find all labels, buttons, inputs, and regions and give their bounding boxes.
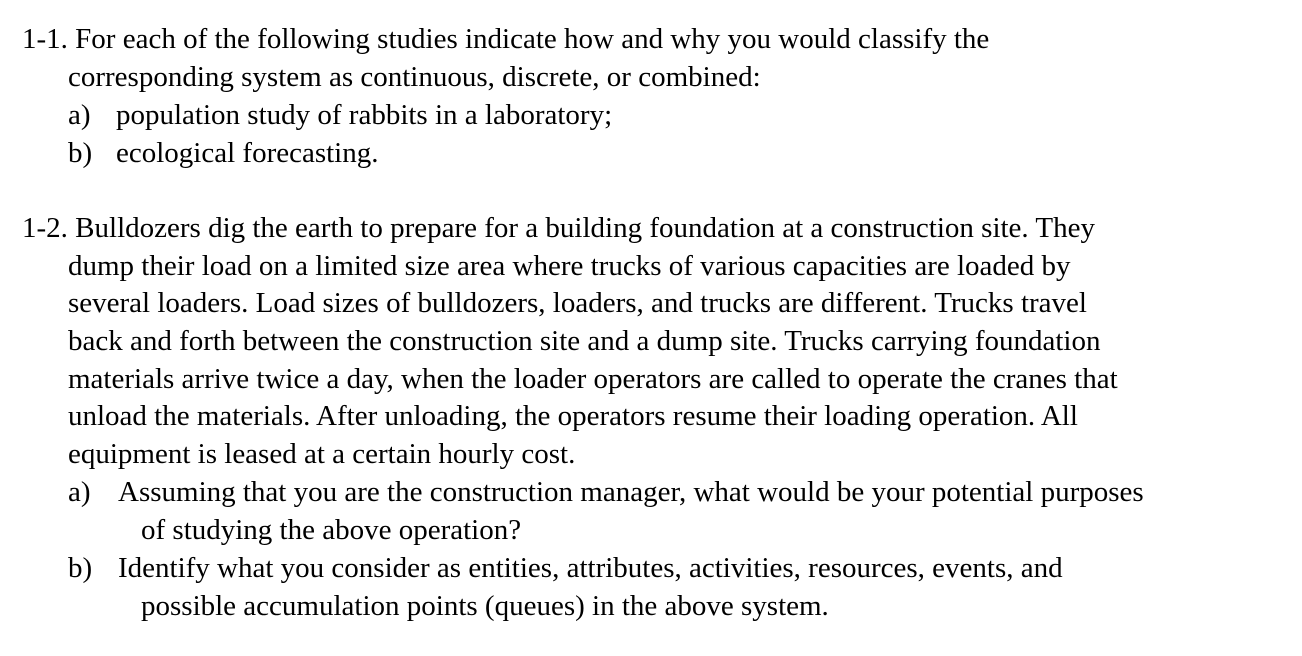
problem-text-line: unload the materials. After unloading, the operators resume their loading operation. All xyxy=(68,400,1078,432)
item-label: a) xyxy=(68,476,91,508)
problem-text-line: dump their load on a limited size area where trucks of various capacities are loaded by xyxy=(68,250,1071,282)
item-label: b) xyxy=(68,137,93,169)
item-label: a) xyxy=(68,99,91,131)
problem-1-2-item-b xyxy=(68,549,1063,587)
problem-text-line: several loaders. Load sizes of bulldozers, loaders, and trucks are different. Trucks travel xyxy=(68,287,1087,319)
problem-1-1-item-a xyxy=(68,96,612,134)
problem-text-line: For each of the following studies indicate how and why you would classify the xyxy=(75,23,990,55)
item-text-line: ecological forecasting. xyxy=(116,137,379,169)
problem-text-line: back and forth between the construction site and a dump site. Trucks carrying foundation xyxy=(68,325,1101,357)
problem-1-1-item-b xyxy=(68,134,379,172)
problem-number: 1-1. xyxy=(22,23,68,55)
item-text-line: possible accumulation points (queues) in the above system. xyxy=(141,590,829,622)
item-text-line: of studying the above operation? xyxy=(141,514,522,546)
problem-text-line: corresponding system as continuous, discrete, or combined: xyxy=(68,61,761,93)
problem-1-2-item-a xyxy=(68,473,1144,511)
item-text-line: Identify what you consider as entities, attributes, activities, resources, events, and xyxy=(118,552,1063,584)
item-text-line: population study of rabbits in a laboratory; xyxy=(116,99,613,131)
item-label: b) xyxy=(68,552,93,584)
problem-number: 1-2. xyxy=(22,212,68,244)
problem-text-line: materials arrive twice a day, when the loader operators are called to operate the cranes that xyxy=(68,363,1118,395)
problem-text-line: Bulldozers dig the earth to prepare for a building foundation at a construction site. They xyxy=(75,212,1095,244)
problem-text-line: equipment is leased at a certain hourly cost. xyxy=(68,438,576,470)
problem-1-2-first-line xyxy=(22,209,1095,247)
item-text-line: Assuming that you are the construction manager, what would be your potential purposes xyxy=(118,476,1144,508)
problem-1-1-first-line xyxy=(22,20,989,58)
